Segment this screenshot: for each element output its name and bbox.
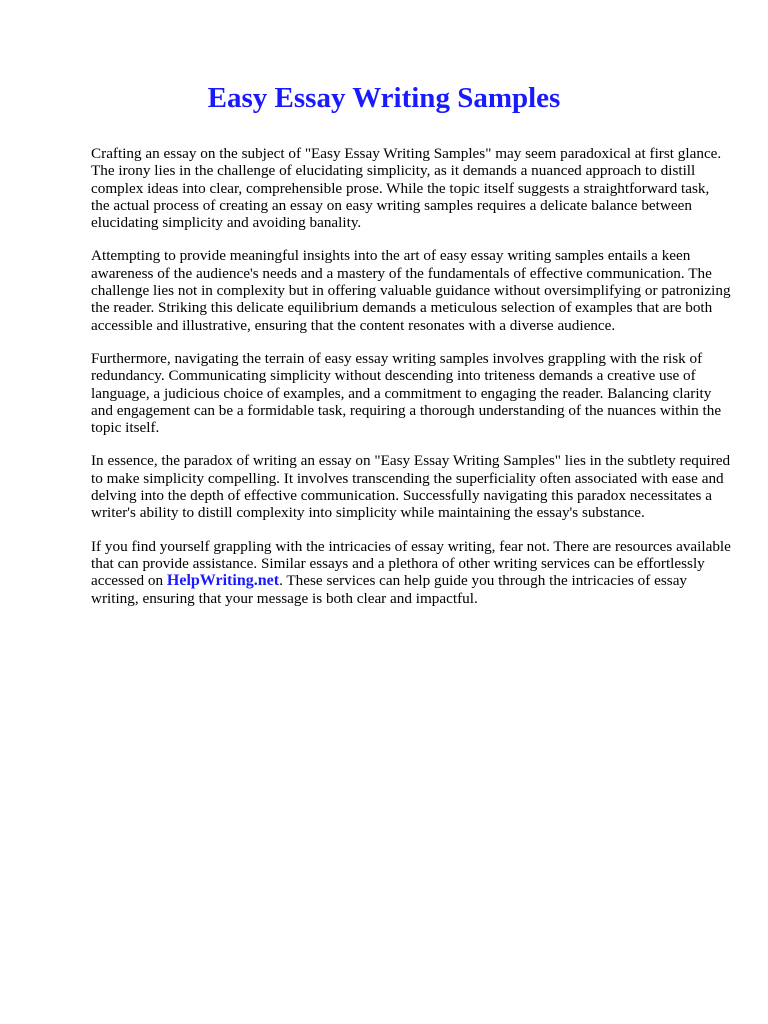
helpwriting-link[interactable]: HelpWriting.net [166,572,280,590]
paragraph-1: Crafting an essay on the subject of "Easy Essay Writing Samples" may seem paradoxical at first glance. The irony lies in the challenge of elucidating simplicity, as it demands a nuanced approach to distill complex ideas into clear, comprehensible prose. While the topic itself suggests a straightforward task, the actual process of creating an essay on easy writing samples requires a delicate balance between elucidating simplicity and avoiding banality. [91,145,722,232]
paragraph-4: In essence, the paradox of writing an essay on "Easy Essay Writing Samples" lies in the subtlety required to make simplicity compelling. It involves transcending the superficiality often associated with ease and delving into the depth of effective communication. Successfully navigating this paradox necessitates a writer's ability to distill complexity into simplicity while maintaining the essay's substance. [91,452,731,522]
essay-body [91,145,731,623]
paragraph-5 [91,538,731,607]
page-title: Easy Essay Writing Samples [207,82,561,114]
paragraph-5-tail: . These services can help guide you through the intricacies of essay writing, ensuring that your message is both clear and impactful. [91,572,688,607]
paragraph-5-lead: If you find yourself grappling with the intricacies of essay writing, fear not. There are resources available that can provide assistance. Similar essays and a plethora of other writing services can be effortlessly accessed on [91,537,731,590]
paragraph-3: Furthermore, navigating the terrain of easy essay writing samples involves grappling with the risk of redundancy. Communicating simplicity without descending into triteness demands a creative use of language, a judicious choice of examples, and a commitment to engaging the reader. Balancing clarity and engagement can be a formidable task, requiring a thorough understanding of the nuances within the topic itself. [91,349,722,437]
paragraph-2: Attempting to provide meaningful insights into the art of easy essay writing samples entails a keen awareness of the audience's needs and a mastery of the fundamentals of effective communication. The challenge lies not in complexity but in offering valuable guidance without oversimplifying or patronizing the reader. Striking this delicate equilibrium demands a meticulous selection of examples that are both accessible and illustrative, ensuring that the content resonates with a diverse audience. [91,247,731,334]
